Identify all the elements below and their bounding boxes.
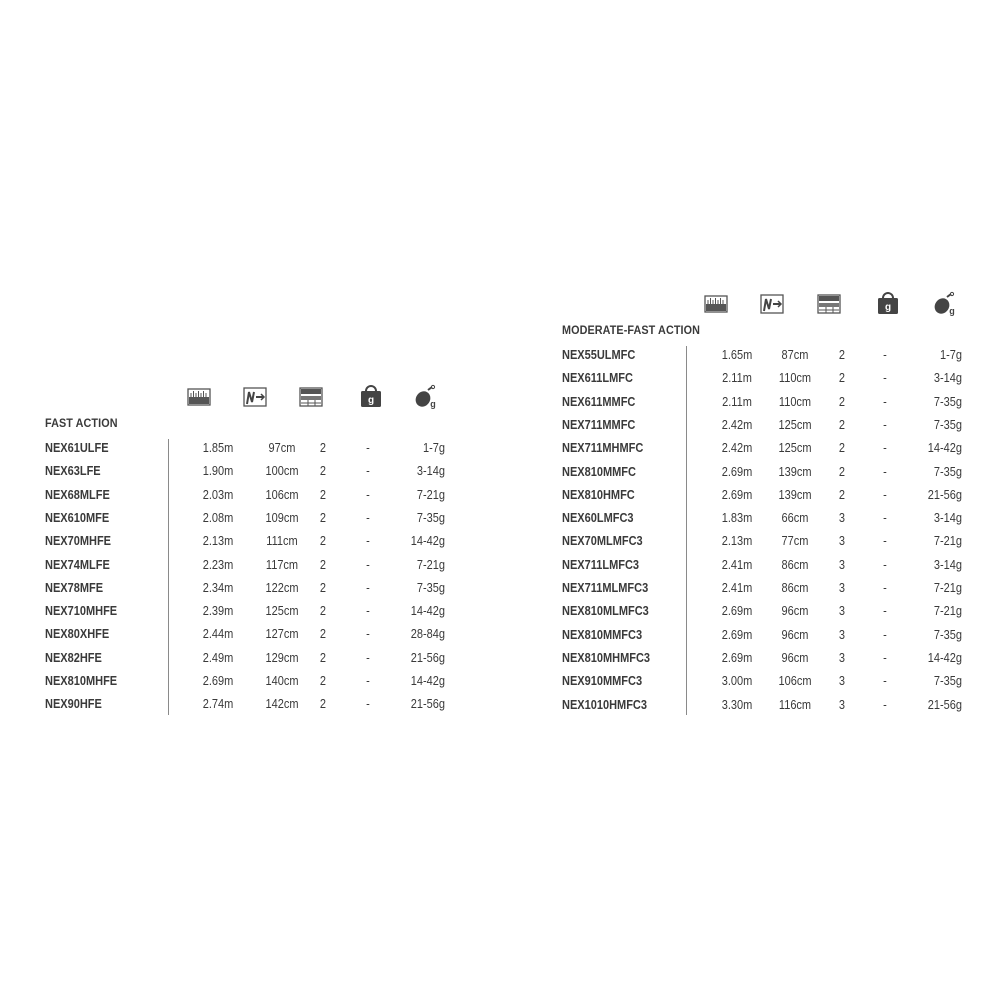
lure-weight-cell: 7-21g [933,581,962,595]
model-cell: NEX711MHMFC [562,441,644,456]
model-cell: NEX711MLMFC3 [562,581,649,595]
lure-weight-cell: 14-42g [410,604,445,619]
closed-length-cell: 109cm [265,510,299,525]
lure-weight-cell: 21-56g [927,487,962,502]
model-cell: NEX80XHFE [45,627,110,642]
lure-weight-cell: 3-14g [933,511,962,526]
sections-cell: 2 [319,487,327,502]
length-icon [703,291,729,317]
lure-weight-cell: 7-21g [416,557,445,572]
line-weight-cell: - [883,581,887,595]
length-cell: 2.13m [202,534,234,549]
sections-cell: 3 [838,557,846,572]
length-cell: 2.74m [202,697,234,712]
length-icon [186,384,212,410]
sections-cell: 2 [319,627,327,642]
model-cell: NEX810HMFC [562,487,635,502]
model-cell: NEX810MLMFC3 [562,604,649,619]
length-cell: 1.65m [721,348,753,362]
model-cell: NEX711MMFC [562,417,636,432]
closed-length-cell: 139cm [778,464,812,479]
lure-weight-cell: 7-21g [933,534,962,549]
lure-weight-cell: 7-35g [416,510,445,525]
line-weight-icon [875,291,901,317]
length-cell: 2.41m [721,581,753,595]
line-weight-cell: - [366,650,370,665]
line-weight-cell: - [366,674,370,688]
sections-cell: 2 [319,441,327,455]
closed-length-cell: 117cm [265,557,299,572]
length-cell: 2.69m [721,464,753,479]
line-weight-cell: - [366,697,370,712]
sections-cell: 2 [838,371,846,386]
closed-length-cell: 106cm [778,674,812,689]
model-cell: NEX74MLFE [45,557,110,572]
model-cell: NEX711LMFC3 [562,557,640,572]
closed-length-cell: 97cm [268,441,296,455]
lure-weight-cell: 3-14g [416,464,445,479]
closed-length-icon [759,291,785,317]
closed-length-cell: 66cm [781,511,809,526]
lure-weight-cell: 7-35g [416,580,445,595]
model-cell: NEX70MHFE [45,534,112,549]
length-cell: 3.00m [721,674,753,689]
model-cell: NEX61ULFE [45,441,109,455]
model-cell: NEX810MMFC3 [562,627,643,642]
sections-cell: 2 [838,394,846,409]
lure-weight-cell: 14-42g [410,534,445,549]
lure-weight-cell: 14-42g [927,650,962,665]
length-cell: 2.08m [202,510,234,525]
length-cell: 2.69m [721,604,753,619]
model-cell: NEX82HFE [45,650,102,665]
length-cell: 2.13m [721,534,753,549]
closed-length-cell: 125cm [778,417,812,432]
line-weight-cell: - [883,348,887,362]
lure-weight-cell: 28-84g [410,627,445,642]
closed-length-cell: 139cm [778,487,812,502]
lure-weight-cell: 7-21g [416,487,445,502]
length-cell: 2.42m [721,441,753,456]
length-cell: 1.90m [202,464,234,479]
closed-length-cell: 125cm [265,604,299,619]
lure-weight-cell: 21-56g [927,697,962,712]
length-cell: 2.69m [721,487,753,502]
line-weight-icon [358,384,384,410]
lure-weight-cell: 21-56g [410,697,445,712]
closed-length-cell: 77cm [781,534,809,549]
line-weight-cell: - [883,394,887,409]
model-cell: NEX810MMFC [562,464,636,479]
line-weight-cell: - [366,487,370,502]
line-weight-cell: - [883,487,887,502]
closed-length-cell: 129cm [265,650,299,665]
model-cell: NEX710MHFE [45,604,118,619]
length-cell: 2.69m [721,650,753,665]
sections-cell: 2 [319,674,327,688]
line-weight-cell: - [883,604,887,619]
length-cell: 2.23m [202,557,234,572]
column-divider [686,346,687,715]
closed-length-cell: 125cm [778,441,812,456]
model-cell: NEX55ULMFC [562,348,636,362]
line-weight-cell: - [883,417,887,432]
closed-length-cell: 86cm [781,581,809,595]
sections-cell: 3 [838,627,846,642]
length-cell: 2.11m [722,371,752,386]
sections-cell: 2 [319,557,327,572]
closed-length-cell: 96cm [781,604,809,619]
line-weight-cell: - [366,627,370,642]
model-cell: NEX610MFE [45,510,110,525]
sections-cell: 2 [838,441,846,456]
sections-icon [298,384,324,410]
closed-length-cell: 110cm [778,394,812,409]
length-cell: 2.39m [202,604,234,619]
model-cell: NEX810MHFE [45,674,118,688]
svg-text:g: g [430,399,436,409]
model-cell: NEX910MMFC3 [562,674,643,689]
length-cell: 2.11m [722,394,752,409]
closed-length-cell: 140cm [265,674,299,688]
length-cell: 2.69m [202,674,234,688]
line-weight-cell: - [366,510,370,525]
line-weight-cell: - [366,441,370,455]
sections-cell: 2 [838,464,846,479]
length-cell: 2.41m [721,557,753,572]
lure-weight-icon [931,291,957,317]
lure-weight-cell: 1-7g [939,348,962,362]
section-title: MODERATE-FAST ACTION [562,323,700,337]
lure-weight-cell: 14-42g [410,674,445,688]
closed-length-cell: 110cm [778,371,812,386]
line-weight-cell: - [883,441,887,456]
length-cell: 2.44m [202,627,234,642]
model-cell: NEX70MLMFC3 [562,534,643,549]
sections-cell: 2 [838,417,846,432]
closed-length-cell: 127cm [265,627,299,642]
svg-text:g: g [367,395,375,406]
closed-length-cell: 116cm [778,697,812,712]
sections-icon [816,291,842,317]
line-weight-cell: - [366,557,370,572]
line-weight-cell: - [366,534,370,549]
sections-cell: 3 [838,604,846,619]
sections-cell: 3 [838,674,846,689]
sections-cell: 3 [838,697,846,712]
lure-weight-cell: 7-35g [933,464,962,479]
closed-length-cell: 100cm [265,464,299,479]
lure-weight-cell: 21-56g [410,650,445,665]
svg-text:g: g [884,302,892,313]
lure-weight-cell: 14-42g [927,441,962,456]
sections-cell: 2 [319,650,327,665]
length-cell: 2.34m [202,580,234,595]
closed-length-cell: 87cm [781,348,809,362]
section-title: FAST ACTION [45,416,118,430]
length-cell: 2.69m [721,627,753,642]
length-cell: 3.30m [721,697,753,712]
sections-cell: 3 [838,581,846,595]
line-weight-cell: - [883,511,887,526]
lure-weight-cell: 7-35g [933,394,962,409]
sections-cell: 2 [838,487,846,502]
model-cell: NEX611LMFC [562,371,633,386]
closed-length-cell: 96cm [781,650,809,665]
model-cell: NEX63LFE [45,464,101,479]
length-cell: 2.42m [721,417,753,432]
line-weight-cell: - [883,627,887,642]
lure-weight-icon [412,384,438,410]
sections-cell: 3 [838,650,846,665]
model-cell: NEX78MFE [45,580,104,595]
lure-weight-cell: 1-7g [422,441,445,455]
length-cell: 1.85m [202,441,234,455]
closed-length-cell: 122cm [265,580,299,595]
model-cell: NEX68MLFE [45,487,110,502]
svg-text:g: g [949,306,955,316]
line-weight-cell: - [883,371,887,386]
lure-weight-cell: 3-14g [933,371,962,386]
model-cell: NEX60LMFC3 [562,511,634,526]
sections-cell: 2 [319,580,327,595]
model-cell: NEX611MMFC [562,394,636,409]
line-weight-cell: - [883,697,887,712]
sections-cell: 2 [319,510,327,525]
line-weight-cell: - [883,464,887,479]
length-cell: 2.49m [202,650,234,665]
closed-length-cell: 142cm [265,697,299,712]
length-cell: 2.03m [202,487,234,502]
lure-weight-cell: 7-35g [933,627,962,642]
model-cell: NEX90HFE [45,697,102,712]
closed-length-icon [242,384,268,410]
sections-cell: 2 [319,604,327,619]
line-weight-cell: - [366,464,370,479]
sections-cell: 3 [838,534,846,549]
closed-length-cell: 86cm [781,557,809,572]
lure-weight-cell: 7-35g [933,417,962,432]
line-weight-cell: - [883,674,887,689]
line-weight-cell: - [883,650,887,665]
closed-length-cell: 106cm [265,487,299,502]
sections-cell: 2 [319,464,327,479]
sections-cell: 2 [319,534,327,549]
line-weight-cell: - [366,604,370,619]
closed-length-cell: 111cm [266,534,298,549]
line-weight-cell: - [883,534,887,549]
model-cell: NEX1010HMFC3 [562,697,647,712]
line-weight-cell: - [883,557,887,572]
lure-weight-cell: 3-14g [933,557,962,572]
model-cell: NEX810MHMFC3 [562,650,651,665]
lure-weight-cell: 7-35g [933,674,962,689]
closed-length-cell: 96cm [781,627,809,642]
sections-cell: 2 [319,697,327,712]
length-cell: 1.83m [721,511,753,526]
column-divider [168,439,169,715]
line-weight-cell: - [366,580,370,595]
sections-cell: 3 [838,511,846,526]
lure-weight-cell: 7-21g [933,604,962,619]
sections-cell: 2 [838,348,846,362]
